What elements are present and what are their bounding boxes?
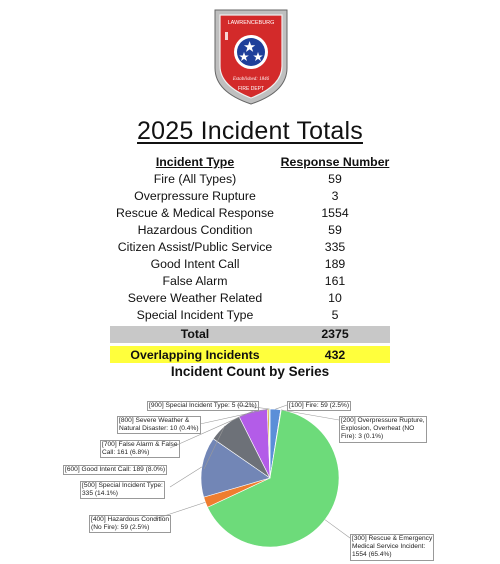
- row-label: Severe Weather Related: [127, 291, 263, 306]
- row-value: 189: [324, 257, 346, 272]
- row-value: 161: [324, 274, 346, 289]
- callout-100: [100] Fire: 59 (2.5%): [287, 401, 351, 411]
- row-value: 5: [331, 308, 339, 323]
- header-incident-type: Incident Type: [155, 154, 235, 169]
- callout-500: [500] Special Incident Type: 335 (14.1%): [80, 481, 165, 499]
- row-label: Special Incident Type: [136, 308, 254, 323]
- header-response-number: Response Number: [280, 154, 390, 169]
- row-label: Rescue & Medical Response: [116, 205, 274, 220]
- row-label: Good Intent Call: [150, 257, 240, 272]
- row-value: 59: [328, 171, 342, 186]
- row-label: False Alarm: [162, 274, 228, 289]
- leader-line-300: [325, 520, 350, 538]
- logo-top-text: LAWRENCEBURG: [227, 20, 275, 26]
- total-label: Total: [180, 327, 210, 342]
- overlapping-value: 432: [324, 347, 346, 362]
- leader-line-500: [170, 467, 202, 487]
- callout-600: [600] Good Intent Call: 189 (8.0%): [63, 465, 167, 475]
- row-value: 3: [331, 188, 339, 203]
- callout-900: [900] Special Incident Type: 5 (0.2%): [147, 401, 259, 411]
- row-value: 335: [324, 240, 346, 255]
- leader-line-100: [275, 405, 287, 409]
- page-title: 2025 Incident Totals: [137, 117, 363, 145]
- row-value: 10: [328, 291, 342, 306]
- row-label: Hazardous Condition: [137, 222, 253, 237]
- row-label: Fire (All Types): [153, 171, 237, 186]
- callout-400: [400] Hazardous Condition (No Fire): 59 (2.5%): [89, 515, 171, 533]
- row-value: 59: [328, 222, 342, 237]
- callout-700: [700] False Alarm & False Call: 161 (6.8%): [100, 440, 180, 458]
- chart-title: Incident Count by Series: [170, 364, 330, 379]
- row-label: Overpressure Rupture: [134, 188, 256, 203]
- overlapping-label: Overlapping Incidents: [130, 347, 260, 362]
- logo-established-text: Established: 1846: [232, 77, 270, 82]
- callout-300: [300] Rescue & Emergency Medical Service Incident: 1554 (65.4%): [350, 534, 434, 561]
- row-label: Citizen Assist/Public Service: [117, 240, 273, 255]
- callout-800: [800] Severe Weather & Natural Disaster: 10 (0.4%): [117, 416, 201, 434]
- callout-200: [200] Overpressure Rupture, Explosion, Overheat (NO Fire): 3 (0.1%): [339, 416, 427, 443]
- row-value: 1554: [321, 205, 349, 220]
- logo-bottom-text: FIRE DEPT: [237, 86, 265, 92]
- total-value: 2375: [321, 327, 349, 342]
